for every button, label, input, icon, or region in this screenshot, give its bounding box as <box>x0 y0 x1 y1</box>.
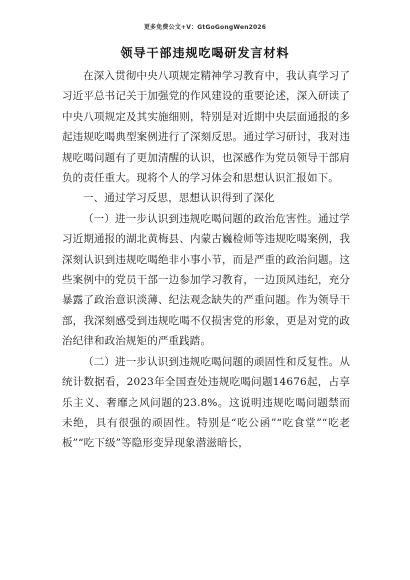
subsection-heading-2: （二）进一步认识到违规吃喝问题的顽固性和反复性。 <box>83 355 340 368</box>
subsection-2-text: 从统计数据看，2023年全国查处违规吃喝问题14676起，占享乐主义、奢靡之风问题的23.8%。这说明违规吃喝问题禁而未绝，具有很强的顽固性。特别是“吃公函”“吃食堂”“吃老板”“吃下级”等隐形变异现象潜滋暗长， <box>62 355 350 450</box>
subsection-2-paragraph <box>62 352 350 454</box>
section-heading-1: 一、通过学习反思，思想认识得到了深化 <box>83 192 275 205</box>
document-title: 领导干部违规吃喝研发言材料 <box>120 46 290 60</box>
subsection-heading-1: （一）进一步认识到违规吃喝问题的政治危害性。 <box>83 212 318 225</box>
document-body <box>62 66 350 454</box>
watermark-text: 更多免费公文+V：GtGoGongWen2026 <box>143 24 267 31</box>
subsection-1-paragraph <box>62 209 350 352</box>
subsection-1-text: 通过学习近期通报的湖北黄梅县、内蒙古巍检师等违规吃喝案例，我深刻认识到违规吃喝绝非小事小节，而是严重的政治问题。这些案例中的党员干部一边参加学习教育，一边顶风违纪，充分暴露了政治意识淡薄、纪法观念缺失的严重问题。作为领导干部，我深刻感受到违规吃喝不仅损害党的形象，更是对党的政治纪律和政治规矩的严重践踏。 <box>62 212 350 348</box>
intro-paragraph: 在深入贯彻中央八项规定精神学习教育中，我认真学习了习近平总书记关于加强党的作风建设的重要论述，深入研读了中央八项规定及其实施细则，特别是对近期中央层面通报的多起违规吃喝典型案例进行了深刻反思。通过学习研讨，我对违规吃喝问题有了更加清醒的认识，也深感作为党员领导干部肩负的责任重大。现将个人的学习体会和思想认识汇报如下。 <box>62 70 350 185</box>
